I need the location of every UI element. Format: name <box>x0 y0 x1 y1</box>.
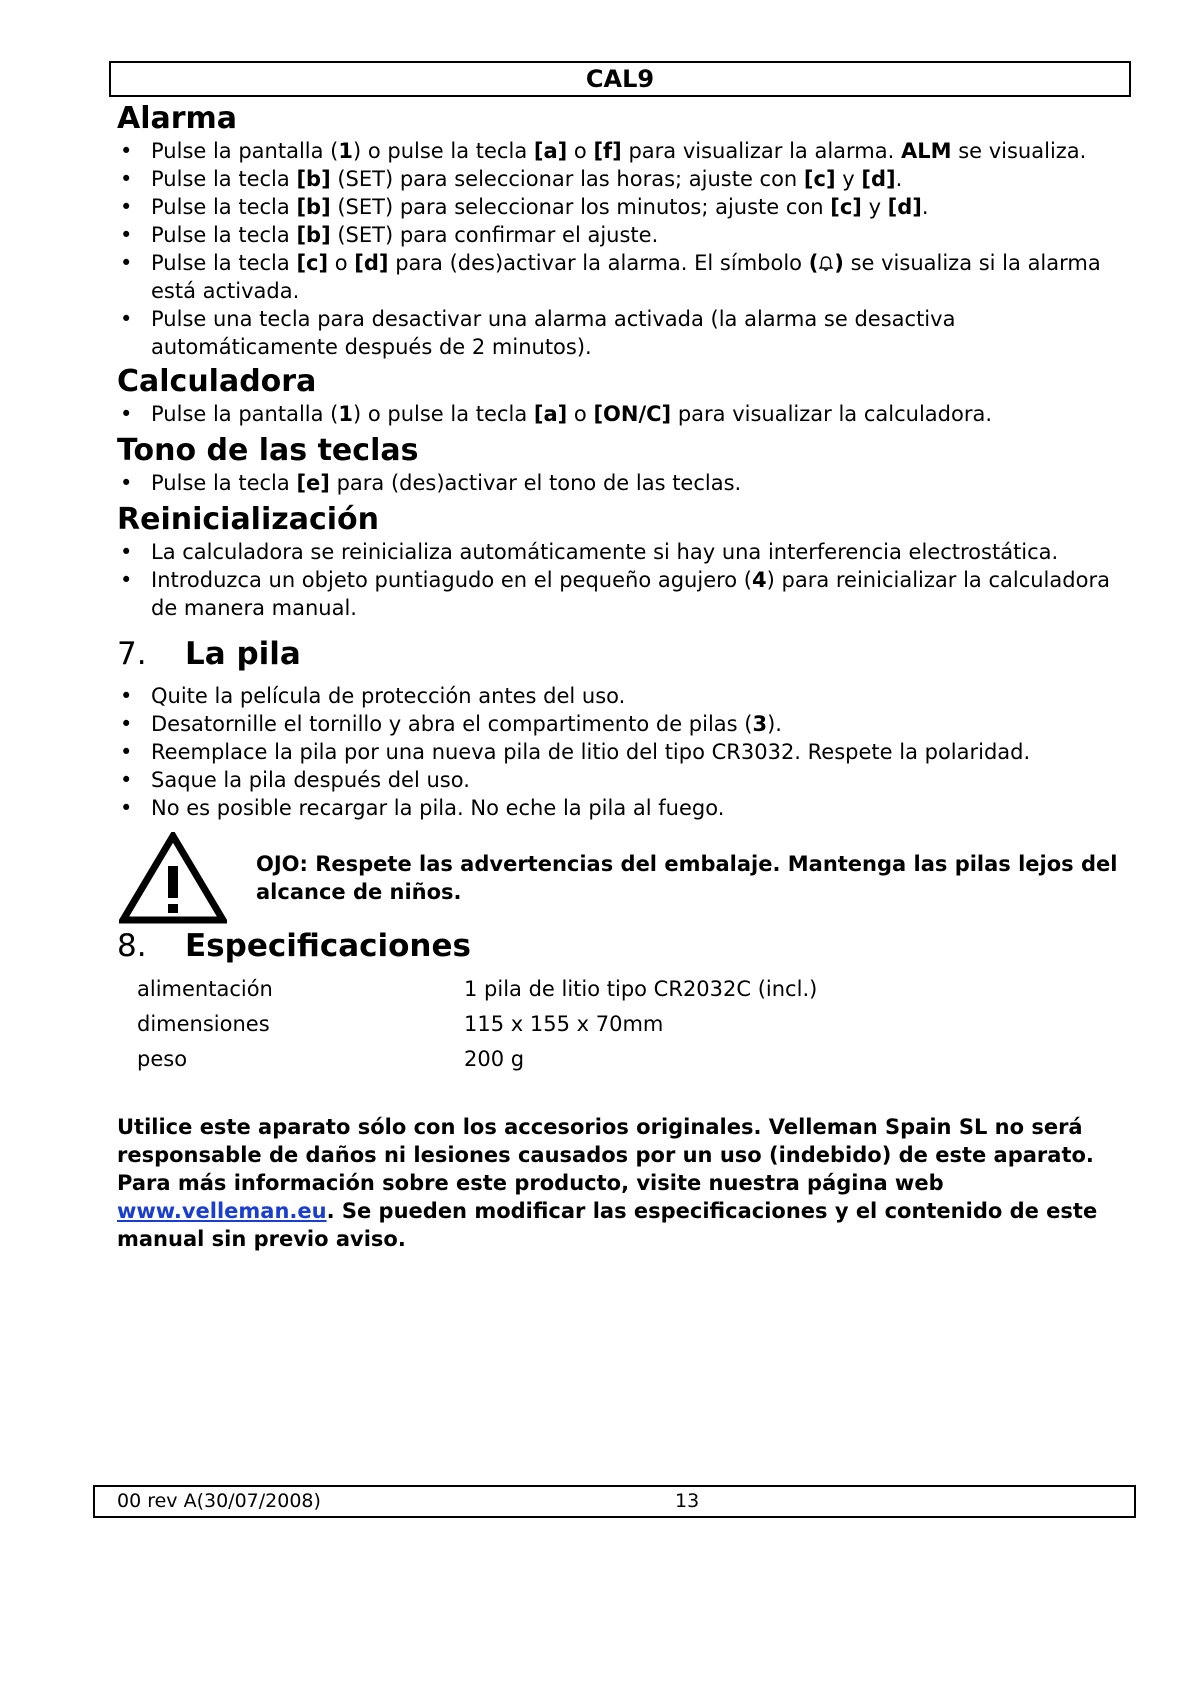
alarma-list <box>117 137 1117 361</box>
disclaimer-text-end: . Se pueden modificar las especificaciones y el contenido de este manual sin previo aviso. <box>117 1199 1098 1251</box>
item-text: Reemplace la pila por una nueva pila de litio del tipo CR3032. Respete la polaridad. <box>151 740 1031 764</box>
item-text: ) o pulse la tecla <box>353 139 534 163</box>
item-text: (SET) para confirmar el ajuste. <box>330 223 659 247</box>
disclaimer <box>117 1113 1117 1253</box>
key-label: [d] <box>887 195 922 219</box>
website-link[interactable]: www.velleman.eu <box>117 1199 327 1223</box>
section-heading-tono: Tono de las teclas <box>117 433 419 468</box>
key-label: [b] <box>296 223 331 247</box>
key-label: [c] <box>296 251 329 275</box>
document-footer <box>93 1485 1136 1518</box>
item-text: Introduzca un objeto puntiagudo en el pequeño agujero ( <box>151 568 753 592</box>
section-heading-calculadora: Calculadora <box>117 364 317 399</box>
item-text: para visualizar la calculadora. <box>671 402 993 426</box>
page-content <box>117 100 1117 1253</box>
spec-row <box>137 972 817 1007</box>
list-item <box>117 469 1117 497</box>
item-text: se visualiza si la alarma está activada. <box>151 251 1101 303</box>
list-item <box>117 249 1117 305</box>
item-text: No es posible recargar la pila. No eche la pila al fuego. <box>151 796 725 820</box>
item-text: Pulse la tecla <box>151 223 297 247</box>
list-item <box>117 305 1117 361</box>
key-label: [b] <box>296 195 331 219</box>
item-text: para (des)activar la alarma. El símbolo <box>388 251 809 275</box>
item-text: ). <box>767 712 782 736</box>
list-item <box>117 538 1117 566</box>
list-item <box>117 766 1117 794</box>
item-text: para visualizar la alarma. <box>621 139 901 163</box>
item-text: o <box>328 251 355 275</box>
section-heading-pila <box>117 634 1117 674</box>
key-label: [c] <box>830 195 862 219</box>
spec-value: 1 pila de litio tipo CR2032C (incl.) <box>464 977 818 1001</box>
key-label: [e] <box>296 471 330 495</box>
item-text: Pulse la tecla <box>151 251 297 275</box>
list-item <box>117 193 1117 221</box>
list-item <box>117 738 1117 766</box>
item-text: (SET) para seleccionar las horas; ajuste con <box>330 167 804 191</box>
item-text: y <box>835 167 862 191</box>
item-text: o <box>567 139 594 163</box>
item-text: Pulse la tecla <box>151 167 297 191</box>
list-item <box>117 137 1117 165</box>
list-item <box>117 221 1117 249</box>
item-text: Pulse la pantalla ( <box>151 139 339 163</box>
list-item <box>117 400 1117 428</box>
list-item <box>117 566 1117 622</box>
warning-text: OJO: Respete las advertencias del embalaje. Mantenga las pilas lejos del alcance de niños. <box>256 852 1118 904</box>
key-label: 4 <box>752 568 767 592</box>
item-text: Pulse una tecla para desactivar una alarma activada (la alarma se desactiva automáticamente después de 2 minutos). <box>151 307 956 359</box>
item-text: para (des)activar el tono de las teclas. <box>329 471 742 495</box>
key-label: [d] <box>861 167 896 191</box>
spec-value: 200 g <box>464 1047 525 1071</box>
key-label: [f] <box>593 139 622 163</box>
section-heading-reinicializacion: Reinicialización <box>117 502 379 537</box>
key-label: 1 <box>338 402 353 426</box>
spec-table <box>137 972 817 1077</box>
list-item <box>117 794 1117 822</box>
disclaimer-text: Utilice este aparato sólo con los accesorios originales. Velleman Spain SL no será responsable de daños ni lesiones causados por un uso (indebido) de este aparato. Para más información sobre este producto, visite nuestra página web <box>117 1115 1094 1195</box>
section-heading-alarma: Alarma <box>117 101 238 136</box>
key-label: [c] <box>803 167 836 191</box>
list-item <box>117 682 1117 710</box>
spec-row <box>137 1007 817 1042</box>
pila-list <box>117 682 1117 822</box>
key-label: [b] <box>296 167 331 191</box>
section-title: La pila <box>185 636 301 672</box>
bell-icon <box>818 255 834 272</box>
item-text: Desatornille el tornillo y abra el compartimento de pilas ( <box>151 712 753 736</box>
key-label: [a] <box>533 402 568 426</box>
item-text: . <box>895 167 903 191</box>
key-label: [ON/C] <box>593 402 672 426</box>
spec-value: 115 x 155 x 70mm <box>464 1012 664 1036</box>
document-header <box>109 61 1131 97</box>
reinicializacion-list <box>117 538 1117 622</box>
section-number: 8. <box>117 928 147 964</box>
key-label: ( <box>808 251 819 275</box>
document-title: CAL9 <box>585 65 655 93</box>
section-title: Especificaciones <box>185 928 471 964</box>
key-label: [a] <box>533 139 568 163</box>
item-text: La calculadora se reinicializa automáticamente si hay una interferencia electrostática. <box>151 540 1059 564</box>
tono-list <box>117 469 1117 497</box>
item-text: (SET) para seleccionar los minutos; ajuste con <box>330 195 831 219</box>
item-text: y <box>861 195 888 219</box>
calculadora-list <box>117 400 1117 428</box>
item-text: o <box>567 402 594 426</box>
spec-key: alimentación <box>137 977 273 1001</box>
item-text: Pulse la tecla <box>151 471 297 495</box>
key-label: ALM <box>900 139 952 163</box>
section-number: 7. <box>117 636 147 672</box>
page-number: 13 <box>675 1490 700 1512</box>
list-item <box>117 710 1117 738</box>
item-text: Quite la película de protección antes del uso. <box>151 684 626 708</box>
warning-box <box>117 832 1117 924</box>
spec-key: dimensiones <box>137 1012 270 1036</box>
key-label: 1 <box>338 139 353 163</box>
item-text: Pulse la pantalla ( <box>151 402 339 426</box>
spec-key: peso <box>137 1047 188 1071</box>
item-text: se visualiza. <box>951 139 1087 163</box>
key-label: [d] <box>354 251 389 275</box>
key-label: ) <box>834 251 844 275</box>
list-item <box>117 165 1117 193</box>
section-heading-especificaciones <box>117 926 1117 966</box>
revision-text: 00 rev A(30/07/2008) <box>117 1490 321 1512</box>
spec-row <box>137 1042 817 1077</box>
item-text: . <box>921 195 929 219</box>
key-label: 3 <box>752 712 768 736</box>
item-text: ) para reinicializar la calculadora de manera manual. <box>151 568 1110 620</box>
item-text: ) o pulse la tecla <box>353 402 534 426</box>
warning-triangle-icon <box>119 832 227 924</box>
item-text: Saque la pila después del uso. <box>151 768 470 792</box>
item-text: Pulse la tecla <box>151 195 297 219</box>
